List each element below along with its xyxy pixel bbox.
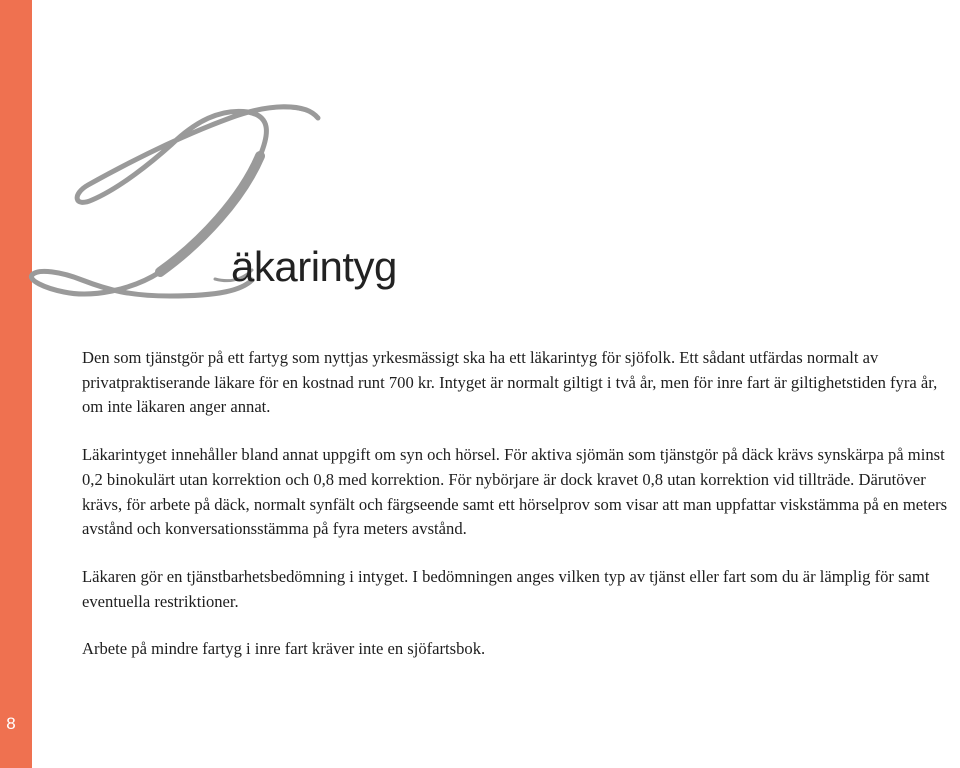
paragraph: Läkaren gör en tjänstbarhetsbedömning i intyget. I bedömningen anges vilken typ av tjänst eller fart som du är lämplig för samt eventuella restriktioner. [82, 566, 930, 611]
paragraph: Läkarintyget innehåller bland annat uppgift om syn och hörsel. För aktiva sjömän som tjänstgör på däck krävs synskärpa på minst 0,2 binokulärt utan korrektion och 0,8 med korrektion. För nybörjare är dock kravet 0,8 utan korrektion vid tillträde. Därutöver krävs, för arbete på däck, normalt synfält och färgseende samt ett hörselprov som visar att man uppfattar viskstämma på en meters avstånd och konversationsstämma på fyra meters avstånd. [82, 445, 948, 539]
paragraph: Arbete på mindre fartyg i inre fart kräver inte en sjöfartsbok. [82, 639, 486, 659]
paragraph: Den som tjänstgör på ett fartyg som nyttjas yrkesmässigt ska ha ett läkarintyg för sjöfolk. Ett sådant utfärdas normalt av privatpraktiserande läkare för en kostnad runt 700 kr. Intyget är normalt giltigt i två år, men för inre fart är giltighetstiden fyra år, om inte läkaren anger annat. [82, 348, 938, 417]
heading-text: äkarintyg [231, 243, 397, 290]
body-text [82, 346, 958, 685]
page-number: 8 [6, 714, 16, 733]
